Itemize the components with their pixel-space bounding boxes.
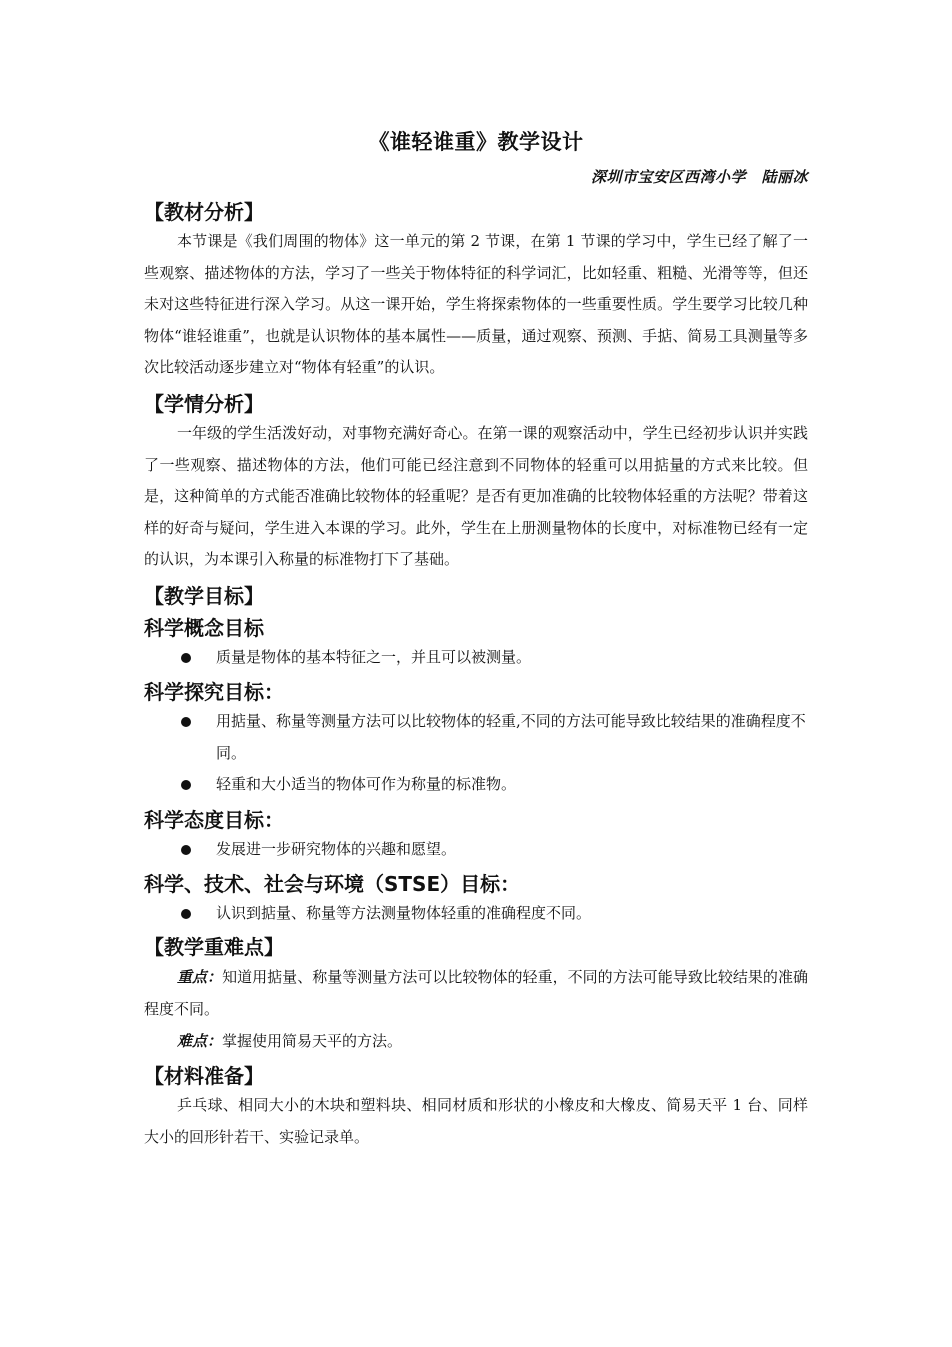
key-point-label: 重点： [177, 968, 223, 986]
paragraph-material-analysis: 本节课是《我们周围的物体》这一单元的第 2 节课，在第 1 节课的学习中，学生已经了解了一些观察、描述物体的方法，学习了一些关于物体特征的科学词汇，比如轻重、粗糙、光滑等等，但还未对这些特征进行深入学习。从这一课开始，学生将探索物体的一些重要性质。学生要学习比较几种物体“谁轻谁重”，也就是认识物体的基本属性——质量，通过观察、预测、手掂、简易工具测量等多次比较活动逐步建立对“物体有轻重”的认识。 [144, 232, 808, 376]
subheading-attitude-goals: 科学态度目标： [144, 808, 284, 832]
bullet-item [181, 706, 808, 769]
subheading-concept-goals: 科学概念目标 [144, 616, 264, 640]
paragraph-difficulty [144, 1026, 808, 1058]
bullet-text: 发展进一步研究物体的兴趣和愿望。 [216, 840, 457, 858]
key-point-text: 知道用掂量、称量等测量方法可以比较物体的轻重，不同的方法可能导致比较结果的准确程度不同。 [144, 968, 808, 1018]
heading-key-points: 【教学重难点】 [144, 935, 284, 959]
bullet-item [181, 769, 808, 801]
bullet-dot-icon [181, 909, 191, 919]
paragraph-student-analysis: 一年级的学生活泼好动，对事物充满好奇心。在第一课的观察活动中，学生已经初步认识并实践了一些观察、描述物体的方法，他们可能已经注意到不同物体的轻重可以用掂量的方式来比较。但是，这种简单的方式能否准确比较物体的轻重呢？是否有更加准确的比较物体轻重的方法呢？带着这样的好奇与疑问，学生进入本课的学习。此外，学生在上册测量物体的长度中，对标准物已经有一定的认识，为本课引入称量的标准物打下了基础。 [144, 424, 808, 568]
bullet-text: 轻重和大小适当的物体可作为称量的标准物。 [216, 775, 517, 793]
difficulty-text: 掌握使用简易天平的方法。 [222, 1032, 403, 1050]
bullet-dot-icon [181, 653, 191, 663]
paragraph-materials: 乒乓球、相同大小的木块和塑料块、相同材质和形状的小橡皮和大橡皮、简易天平 1 台、同样大小的回形针若干、实验记录单。 [144, 1096, 808, 1146]
author-line: 深圳市宝安区西湾小学 陆丽冰 [590, 168, 808, 186]
bullet-item [181, 898, 808, 930]
heading-material-analysis: 【教材分析】 [144, 200, 264, 224]
bullet-dot-icon [181, 845, 191, 855]
bullet-text: 用掂量、称量等测量方法可以比较物体的轻重,不同的方法可能导致比较结果的准确程度不同。 [216, 712, 806, 762]
heading-teaching-goals: 【教学目标】 [144, 584, 264, 608]
bullet-dot-icon [181, 780, 191, 790]
bullet-item [181, 642, 808, 674]
bullet-item [181, 834, 808, 866]
heading-materials: 【材料准备】 [144, 1064, 264, 1088]
subheading-stse-goals: 科学、技术、社会与环境（STSE）目标： [144, 872, 521, 896]
subheading-inquiry-goals: 科学探究目标： [144, 680, 284, 704]
bullet-text: 认识到掂量、称量等方法测量物体轻重的准确程度不同。 [216, 904, 592, 922]
bullet-dot-icon [181, 717, 191, 727]
difficulty-label: 难点： [177, 1032, 223, 1050]
paragraph-key-point [144, 962, 808, 1025]
heading-student-analysis: 【学情分析】 [144, 392, 264, 416]
bullet-text: 质量是物体的基本特征之一，并且可以被测量。 [216, 648, 532, 666]
document-title: 《谁轻谁重》教学设计 [368, 130, 584, 154]
